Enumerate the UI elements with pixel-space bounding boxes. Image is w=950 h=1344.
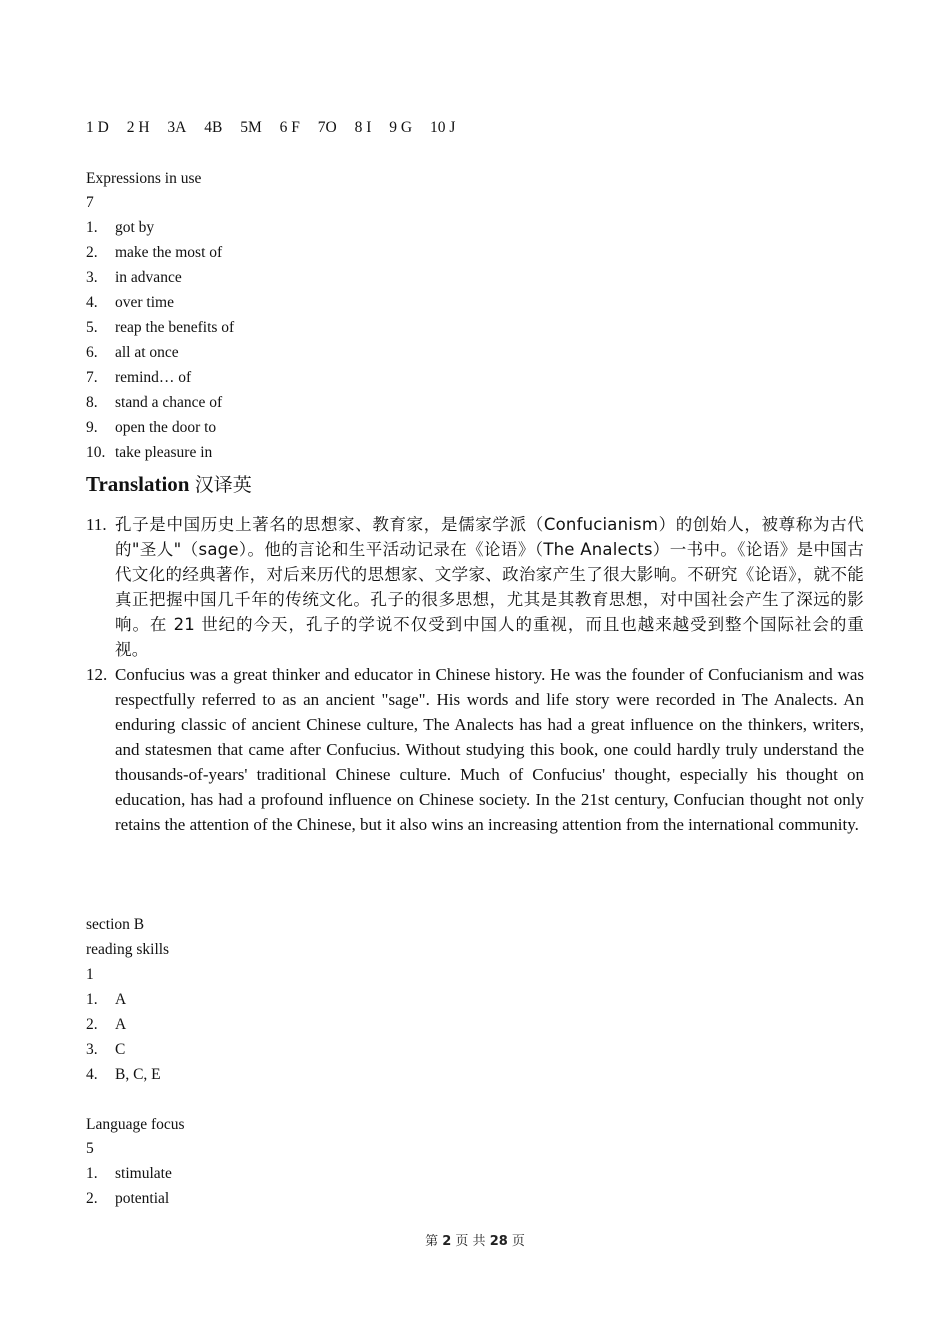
list-item-text: make the most of [115, 244, 223, 261]
answer-key: 3A [167, 119, 187, 136]
language-focus-title: Language focus [86, 1116, 185, 1133]
total-page-count: 28 [489, 1234, 508, 1249]
footer-suffix: 页 [511, 1234, 525, 1249]
list-item-number: 8. [86, 394, 98, 411]
list-item [86, 393, 222, 413]
list-item-number: 2. [86, 1190, 98, 1207]
footer-middle: 页 共 [455, 1234, 486, 1249]
list-item [86, 1164, 172, 1184]
list-item-number: 4. [86, 294, 98, 311]
list-item-number: 2. [86, 1016, 98, 1033]
current-page-number: 2 [442, 1234, 452, 1249]
list-item-number: 1. [86, 991, 98, 1008]
list-item-number: 7. [86, 369, 98, 386]
translation-item-12 [86, 662, 864, 837]
list-item-number: 1. [86, 1165, 98, 1182]
translation-heading-en: Translation [86, 472, 190, 496]
answer-key: 10 J [429, 119, 456, 136]
list-item [86, 990, 126, 1010]
answer-key-row [86, 118, 469, 138]
reading-exercise-number: 1 [86, 966, 94, 983]
answer-key: 2 H [126, 119, 150, 136]
english-translation-paragraph: Confucius was a great thinker and educator in Chinese history. He was the founder of Confucianism and was respectfully referred to as an ancient "sage". His words and life story were recorded in The Analects. An enduring classic of ancient Chinese culture, The Analects has had a great influence on the thinkers, writers, and statesmen that came after Confucius. Without studying this book, one could hardly truly understand the thousands-of-years' traditional Chinese culture. Much of Confucius' thought, especially his thought on education, has had a profound influence on Chinese society. In the 21st century, Confucian thought not only retains the attention of the Chinese, but it also wins an increasing attention from the international community. [115, 665, 864, 834]
answer-key: 1 D [86, 119, 109, 136]
translation-item-11 [86, 512, 864, 662]
section-b-title: section B [86, 916, 145, 933]
list-item [86, 343, 179, 363]
list-item-number: 4. [86, 1066, 98, 1083]
list-item-number: 2. [86, 244, 98, 261]
translation-heading [86, 470, 252, 499]
answer-key: 7O [317, 119, 337, 136]
expressions-exercise-number: 7 [86, 194, 94, 211]
answer-key: 6 F [279, 119, 300, 136]
list-item [86, 268, 182, 288]
list-item-number: 1. [86, 219, 98, 236]
list-item-number: 3. [86, 269, 98, 286]
answer-key: 9 G [389, 119, 413, 136]
answer-key: 4B [204, 119, 223, 136]
paragraph-number: 12. [86, 665, 108, 684]
list-item [86, 418, 216, 438]
translation-heading-zh: 汉译英 [194, 474, 252, 496]
list-item-number: 10. [86, 444, 106, 461]
footer-prefix: 第 [425, 1234, 439, 1249]
list-item-text: remind… of [115, 369, 192, 386]
list-item-text: A [115, 991, 127, 1008]
list-item [86, 1040, 125, 1060]
reading-skills-title: reading skills [86, 941, 170, 958]
list-item [86, 368, 191, 388]
list-item-text: take pleasure in [115, 444, 213, 461]
list-item-number: 3. [86, 1041, 98, 1058]
list-item-number: 6. [86, 344, 98, 361]
list-item-text: got by [115, 219, 155, 236]
list-item-text: in advance [115, 269, 182, 286]
list-item-text: over time [115, 294, 174, 311]
list-item-text: reap the benefits of [115, 319, 235, 336]
list-item-number: 9. [86, 419, 98, 436]
paragraph-number: 11. [86, 515, 107, 534]
list-item [86, 218, 154, 238]
list-item-text: all at once [115, 344, 179, 361]
answer-key: 8 I [354, 119, 372, 136]
list-item [86, 1015, 126, 1035]
list-item-text: A [115, 1016, 127, 1033]
list-item-text: potential [115, 1190, 170, 1207]
list-item-number: 5. [86, 319, 98, 336]
list-item [86, 443, 212, 463]
expressions-title: Expressions in use [86, 170, 202, 187]
list-item [86, 293, 174, 313]
list-item [86, 243, 222, 263]
list-item-text: stimulate [115, 1165, 172, 1182]
list-item-text: open the door to [115, 419, 217, 436]
page-footer [0, 1230, 950, 1249]
answer-key: 5M [240, 119, 262, 136]
language-focus-exercise-number: 5 [86, 1140, 94, 1157]
list-item [86, 1065, 161, 1085]
list-item [86, 1189, 169, 1209]
list-item-text: B, C, E [115, 1066, 161, 1083]
chinese-source-paragraph: 孔子是中国历史上著名的思想家、教育家，是儒家学派（Confucianism）的创始人，被尊称为古代的"圣人"（sage）。他的言论和生平活动记录在《论语》（The Analects）一书中。《论语》是中国古代文化的经典著作，对后来历代的思想家、文学家、政治家产生了很大影响。不研究《论语》，就不能真正把握中国几千年的传统文化。孔子的很多思想，尤其是其教育思想，对中国社会产生了深远的影响。在 21 世纪的今天，孔子的学说不仅受到中国人的重视，而且也越来越受到整个国际社会的重视。 [115, 515, 864, 659]
list-item [86, 318, 234, 338]
list-item-text: stand a chance of [115, 394, 223, 411]
list-item-text: C [115, 1041, 126, 1058]
